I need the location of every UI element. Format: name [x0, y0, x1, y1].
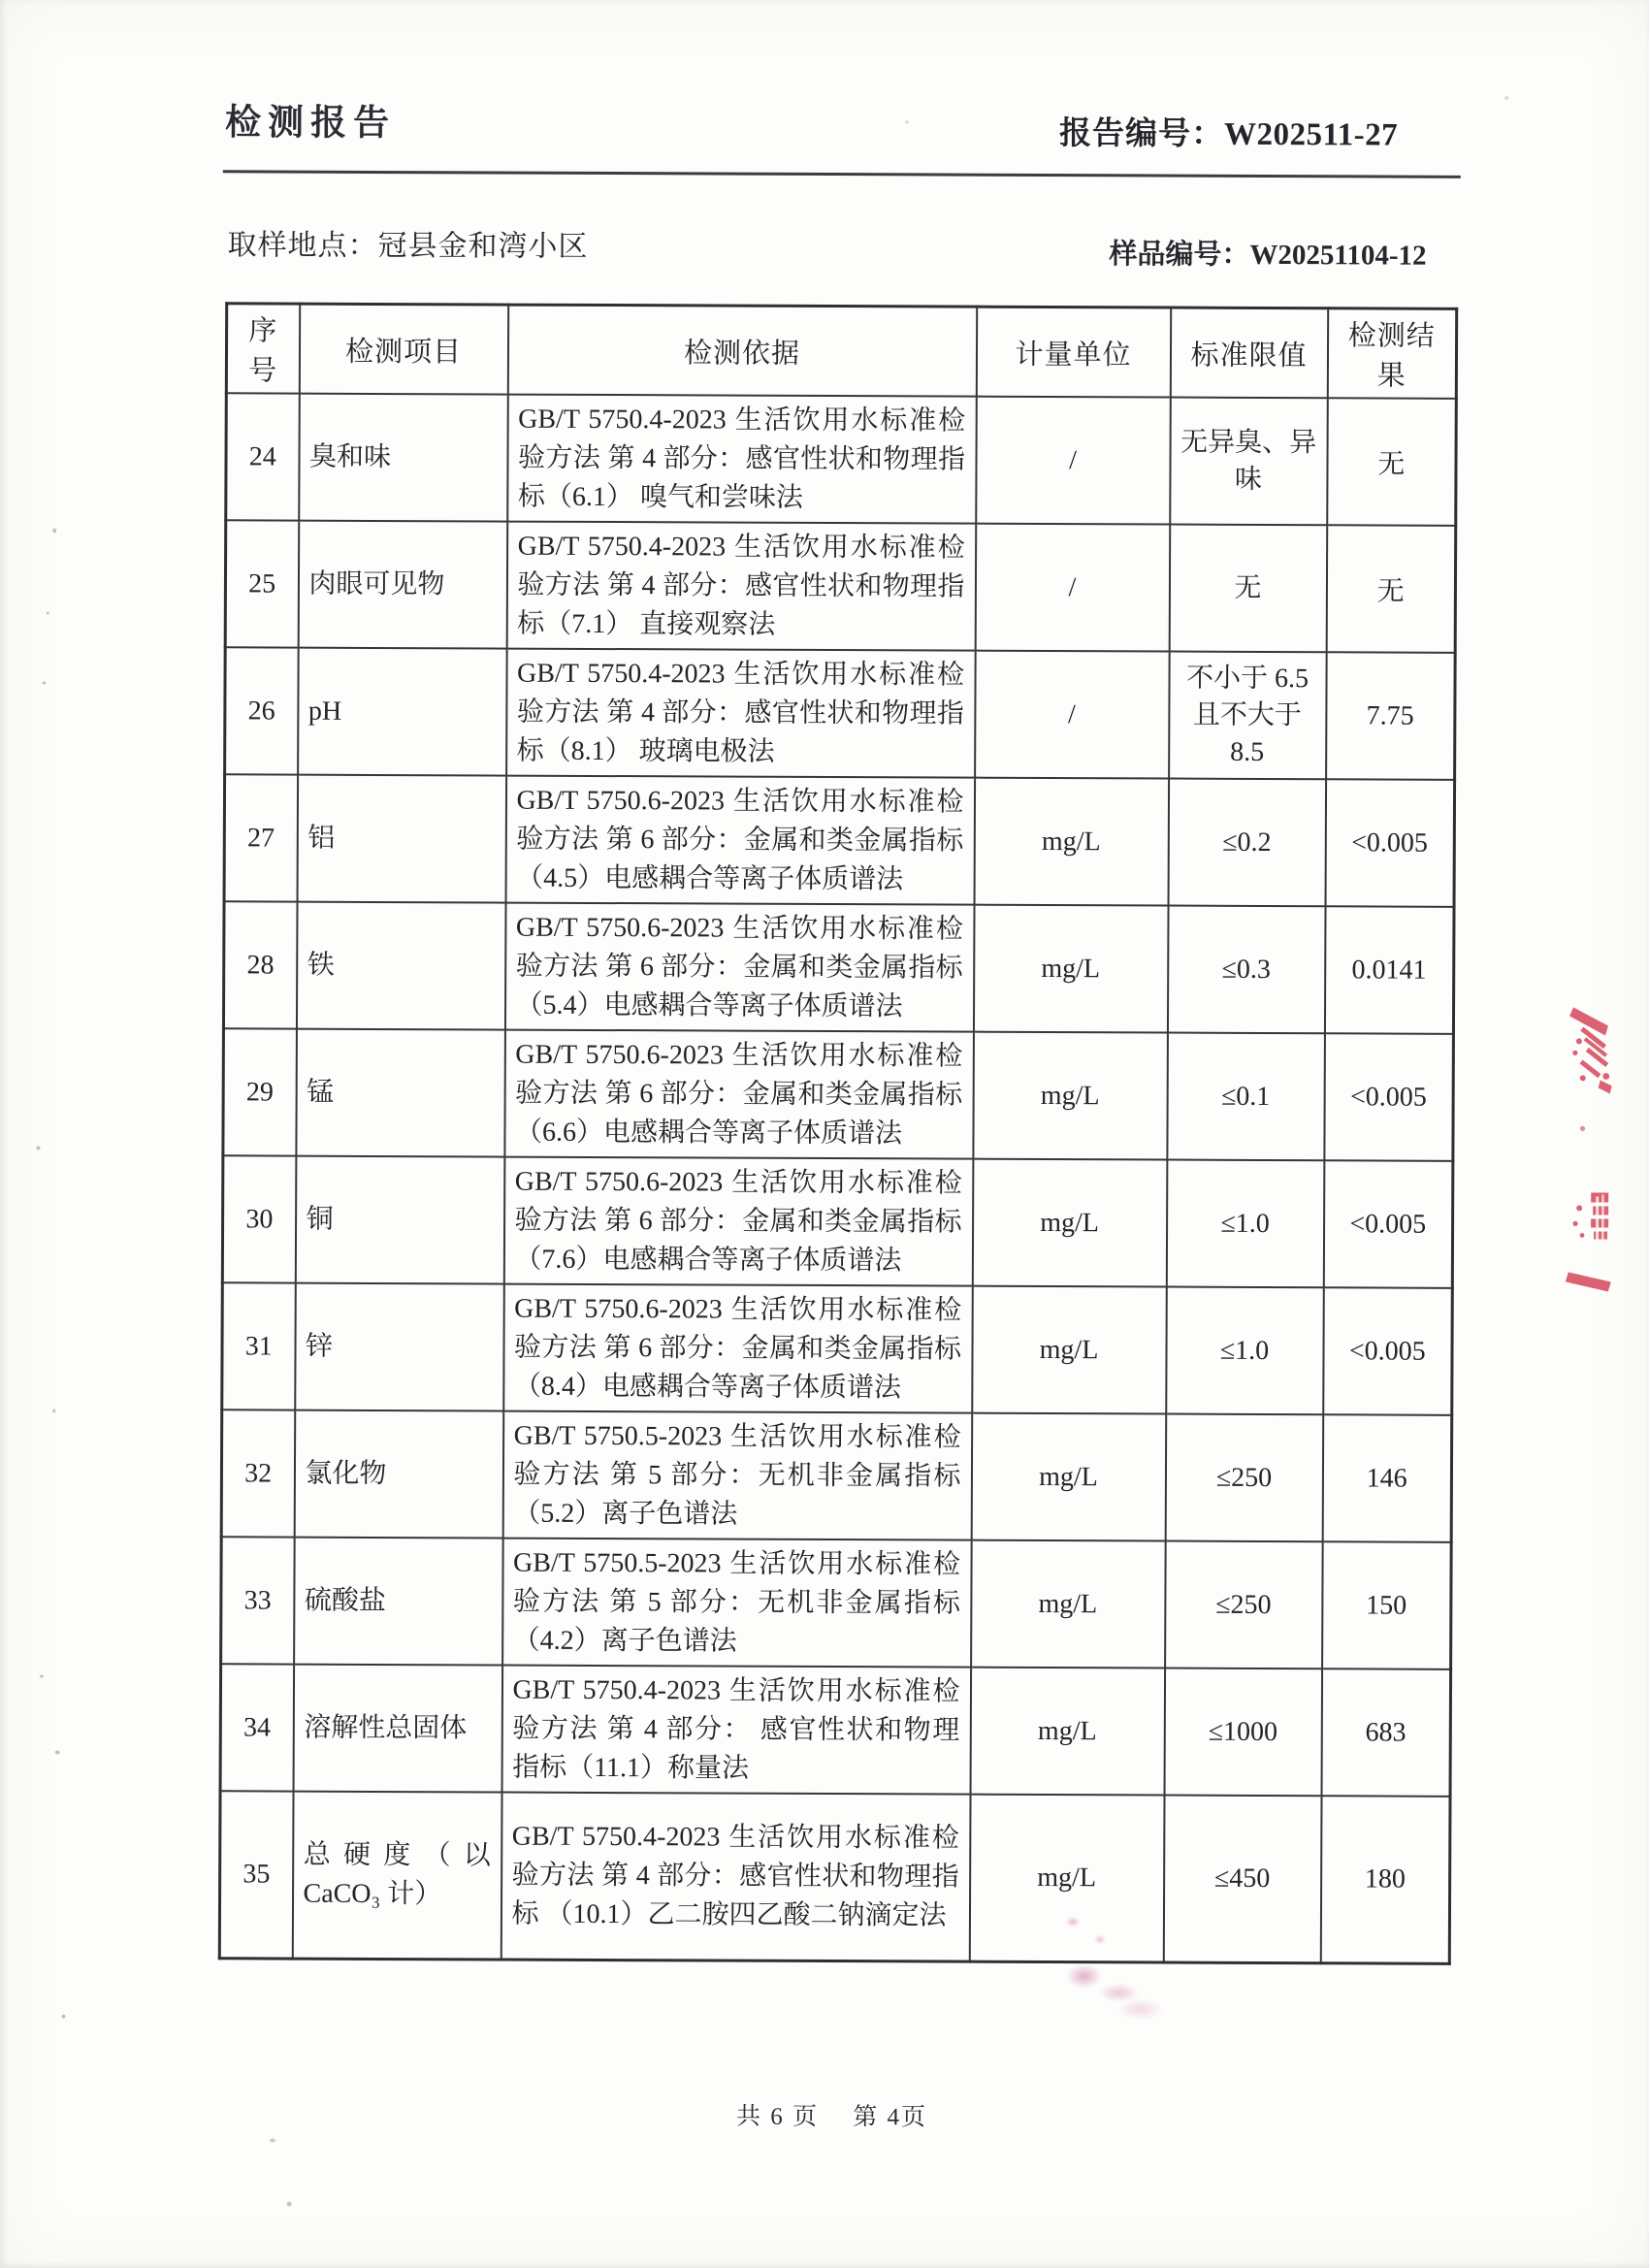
cell-result: <0.005	[1325, 779, 1455, 907]
cell-item: 硫酸盐	[294, 1538, 503, 1666]
cell-item: 溶解性总固体	[293, 1665, 502, 1793]
cell-basis: GB/T 5750.6-2023 生活饮用水标准检验方法 第 6 部分：金属和类金属指标（6.6）电感耦合等离子体质谱法	[504, 1030, 974, 1159]
cell-item: 臭和味	[299, 394, 508, 522]
scan-speck	[905, 120, 909, 123]
col-header-unit: 计量单位	[976, 307, 1170, 397]
table-row	[222, 1282, 1453, 1415]
cell-item: pH	[298, 648, 507, 776]
report-number-label: 报告编号：	[1058, 116, 1225, 152]
cell-unit: mg/L	[971, 1540, 1166, 1669]
cell-basis: GB/T 5750.4-2023 生活饮用水标准检验方法 第 4 部分：感官性状和物理指标 （10.1）乙二胺四乙酸二钠滴定法	[501, 1793, 970, 1961]
sample-number	[1109, 232, 1426, 273]
scan-speck	[62, 2015, 66, 2019]
cell-item: 肉眼可见物	[298, 521, 507, 649]
cell-limit: ≤0.2	[1168, 779, 1326, 907]
table-row	[225, 647, 1456, 780]
cell-no: 26	[225, 647, 299, 774]
cell-item: 铁	[296, 902, 505, 1030]
cell-no: 30	[222, 1155, 296, 1282]
cell-limit: ≤1000	[1164, 1669, 1322, 1797]
cell-unit: mg/L	[972, 1159, 1167, 1287]
header-divider	[223, 170, 1461, 178]
cell-basis: GB/T 5750.6-2023 生活饮用水标准检验方法 第 6 部分：金属和类金属指标（7.6）电感耦合等离子体质谱法	[503, 1157, 973, 1286]
cell-no: 25	[225, 520, 299, 647]
cell-limit: ≤1.0	[1166, 1160, 1324, 1288]
cell-basis: GB/T 5750.4-2023 生活饮用水标准检验方法 第 4 部分： 感官性状和物理指标（11.1）称量法	[501, 1666, 971, 1795]
table-header-row	[226, 304, 1456, 399]
cell-unit: /	[975, 524, 1170, 652]
cell-limit: 无	[1169, 525, 1327, 653]
cell-basis: GB/T 5750.4-2023 生活饮用水标准检验方法 第 4 部分：感官性状和物理指标（7.1） 直接观察法	[506, 522, 976, 651]
cell-limit: 无异臭、异味	[1170, 398, 1328, 526]
cell-unit: mg/L	[974, 778, 1169, 906]
cell-basis: GB/T 5750.6-2023 生活饮用水标准检验方法 第 6 部分：金属和类金属指标（8.4）电感耦合等离子体质谱法	[503, 1284, 973, 1413]
scan-speck	[43, 681, 47, 684]
cell-limit: 不小于 6.5 且不大于 8.5	[1169, 652, 1327, 780]
cell-item: 氯化物	[294, 1410, 503, 1539]
cell-unit: mg/L	[970, 1668, 1165, 1796]
cell-unit: mg/L	[969, 1795, 1164, 1962]
table-row	[221, 1409, 1452, 1542]
scan-speck	[1504, 96, 1508, 100]
cell-result: 无	[1327, 398, 1457, 526]
scan-speck	[287, 2202, 292, 2207]
cell-result: 146	[1322, 1414, 1452, 1542]
cell-result: <0.005	[1323, 1160, 1453, 1288]
cell-item: 锌	[295, 1283, 504, 1411]
cell-result: 150	[1322, 1541, 1452, 1669]
cell-no: 29	[223, 1028, 297, 1155]
scan-speck	[270, 2139, 275, 2143]
cell-item: 铜	[295, 1156, 504, 1284]
cell-item: 铝	[297, 775, 506, 903]
cell-item: 总 硬 度 （ 以 CaCO₃ 计）	[292, 1792, 501, 1960]
cell-result: 180	[1320, 1796, 1450, 1963]
cell-limit: ≤1.0	[1166, 1287, 1324, 1415]
table-row	[222, 1155, 1453, 1288]
table-row	[223, 901, 1454, 1034]
scan-speck	[52, 529, 56, 534]
report-number	[1059, 108, 1398, 155]
cell-item: 锰	[296, 1029, 505, 1157]
table-row	[224, 774, 1455, 907]
cell-limit: ≤250	[1165, 1414, 1323, 1542]
report-number-value: W202511-27	[1223, 116, 1399, 153]
cell-unit: /	[975, 651, 1170, 779]
page-title: 检测报告	[224, 102, 397, 144]
cell-no: 34	[220, 1664, 294, 1791]
col-header-result: 检测结果	[1327, 308, 1456, 399]
scan-speck	[47, 611, 49, 614]
scan-speck	[55, 1751, 60, 1755]
sample-number-label: 样品编号：	[1109, 239, 1250, 271]
cell-result: <0.005	[1323, 1287, 1453, 1415]
cell-limit: ≤0.3	[1167, 906, 1325, 1034]
cell-limit: ≤250	[1165, 1541, 1323, 1669]
cell-unit: mg/L	[973, 905, 1168, 1033]
table-row	[221, 1537, 1452, 1669]
cell-unit: /	[976, 397, 1171, 525]
cell-no: 31	[222, 1282, 296, 1409]
col-header-item: 检测项目	[299, 304, 507, 394]
cell-no: 33	[221, 1537, 295, 1664]
table-row	[220, 1664, 1451, 1797]
table-row	[219, 1791, 1450, 1963]
table-row	[225, 520, 1456, 653]
cell-no: 28	[223, 901, 297, 1028]
cell-limit: ≤0.1	[1167, 1033, 1325, 1161]
sample-number-value: W20251104-12	[1249, 239, 1427, 272]
cell-basis: GB/T 5750.5-2023 生活饮用水标准检验方法 第 5 部分：无机非金属指标（4.2）离子色谱法	[502, 1539, 972, 1668]
cell-basis: GB/T 5750.6-2023 生活饮用水标准检验方法 第 6 部分：金属和类金属指标（5.4）电感耦合等离子体质谱法	[504, 903, 974, 1032]
table-row	[223, 1028, 1454, 1161]
cell-no: 27	[224, 774, 298, 901]
scan-speck	[36, 1146, 40, 1150]
cell-unit: mg/L	[971, 1413, 1166, 1541]
table-row	[226, 393, 1457, 526]
results-table	[218, 302, 1458, 1964]
cell-basis: GB/T 5750.4-2023 生活饮用水标准检验方法 第 4 部分：感官性状和物理指标（8.1） 玻璃电极法	[506, 649, 976, 778]
cell-unit: mg/L	[972, 1286, 1167, 1414]
stamp-fragment	[1549, 990, 1649, 1311]
scan-speck	[52, 1409, 55, 1413]
page-footer: 共 6 页 第 4页	[736, 2103, 928, 2131]
col-header-basis: 检测依据	[507, 305, 976, 397]
cell-no: 35	[219, 1791, 293, 1958]
cell-unit: mg/L	[973, 1032, 1168, 1160]
scan-speck	[40, 1674, 44, 1677]
ink-smudge	[1043, 1900, 1189, 2032]
col-header-limit: 标准限值	[1170, 308, 1327, 398]
cell-result: 683	[1321, 1669, 1451, 1797]
cell-basis: GB/T 5750.6-2023 生活饮用水标准检验方法 第 6 部分：金属和类金属指标（4.5）电感耦合等离子体质谱法	[505, 776, 975, 905]
cell-no: 32	[221, 1409, 295, 1537]
sampling-location-value: 冠县金和湾小区	[377, 229, 589, 263]
cell-result: 无	[1326, 525, 1456, 653]
cell-result: <0.005	[1324, 1033, 1454, 1161]
cell-limit: ≤450	[1163, 1796, 1321, 1963]
cell-result: 0.0141	[1324, 906, 1454, 1034]
cell-no: 24	[226, 393, 300, 520]
sampling-location-label: 取样地点：	[227, 229, 378, 262]
col-header-no: 序号	[226, 304, 299, 394]
cell-basis: GB/T 5750.5-2023 生活饮用水标准检验方法 第 5 部分：无机非金属指标（5.2）离子色谱法	[502, 1411, 972, 1540]
cell-result: 7.75	[1326, 652, 1456, 780]
sampling-location	[227, 220, 588, 265]
cell-basis: GB/T 5750.4-2023 生活饮用水标准检验方法 第 4 部分：感官性状和物理指标（6.1） 嗅气和尝味法	[507, 395, 977, 524]
